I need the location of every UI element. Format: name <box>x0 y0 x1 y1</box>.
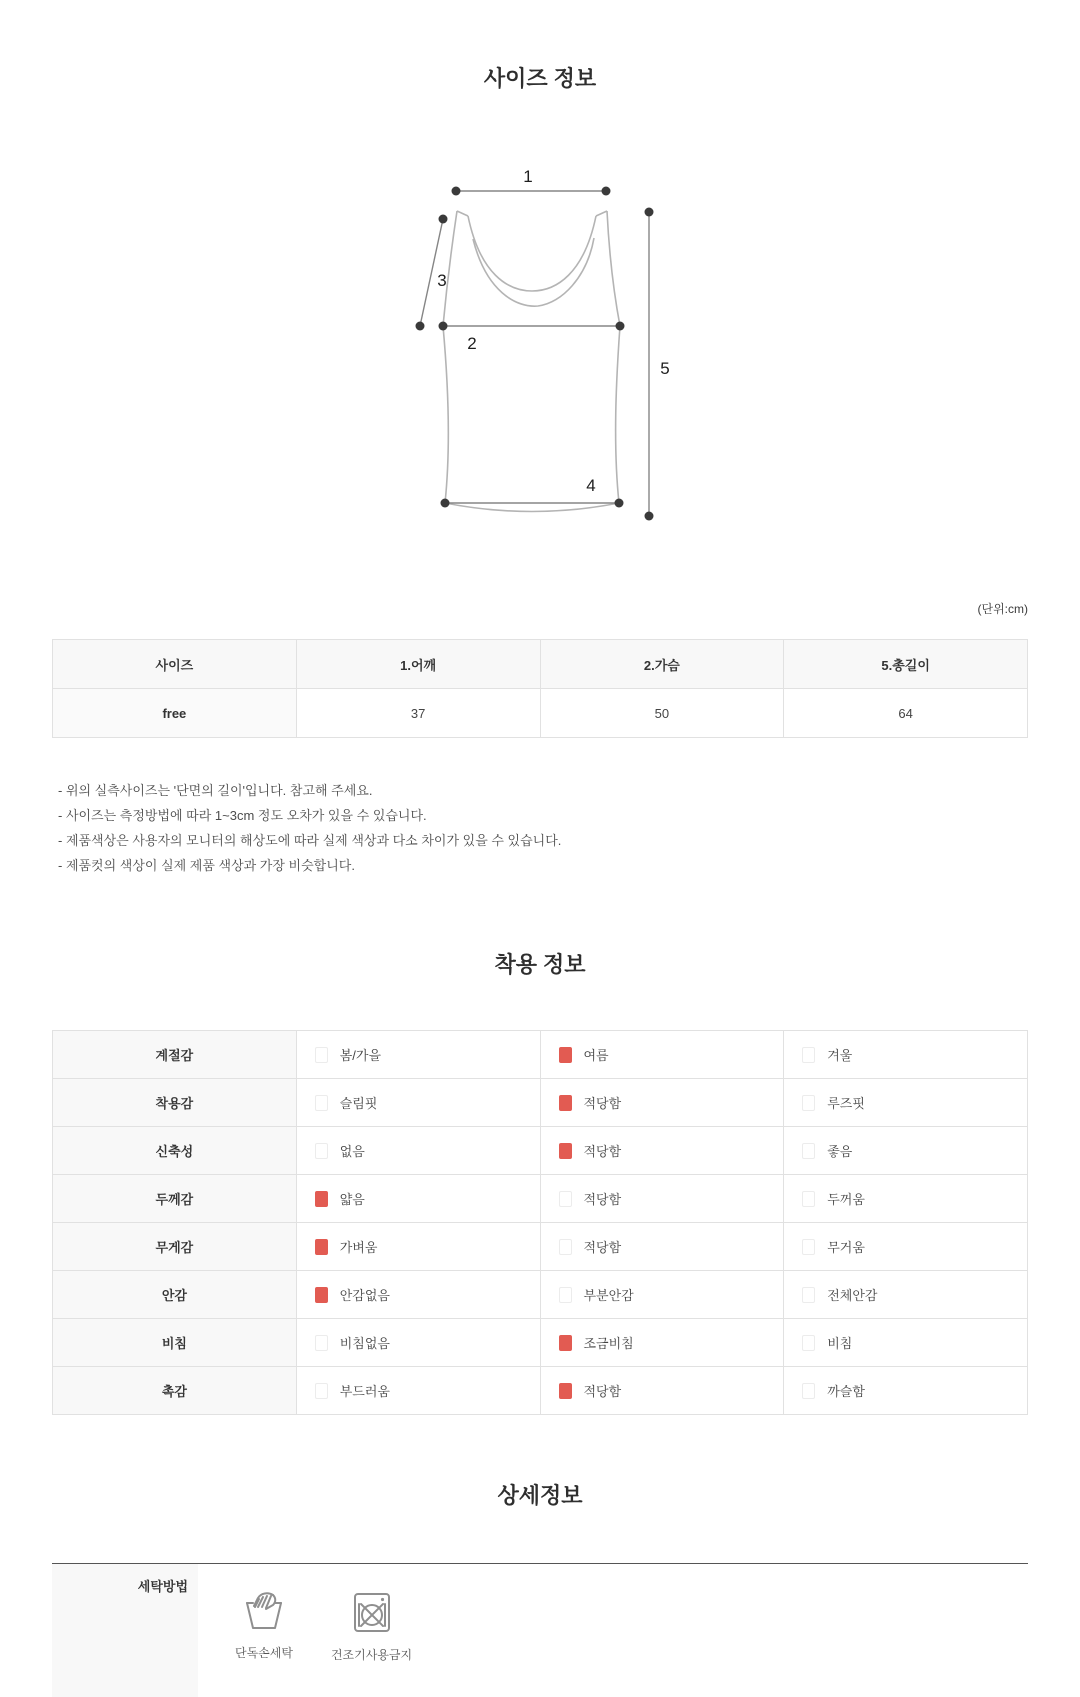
fit-table-row <box>53 1175 1028 1223</box>
fit-option <box>802 1333 1026 1352</box>
fit-section-title: 착용 정보 <box>494 952 586 977</box>
unchecked-checkbox-icon <box>802 1095 815 1111</box>
size-section-title: 사이즈 정보 <box>483 66 597 91</box>
size-diagram <box>52 146 1028 526</box>
fit-option <box>315 1333 539 1352</box>
fit-option-cell <box>296 1127 540 1175</box>
measure-label-shoulder: 1 <box>523 167 533 186</box>
tank-top-outline <box>443 211 620 512</box>
fit-option <box>802 1093 1026 1112</box>
fit-category-label: 무게감 <box>53 1223 297 1271</box>
fit-table-row <box>53 1271 1028 1319</box>
size-table-size-cell: free <box>53 689 297 738</box>
fit-option <box>559 1045 783 1064</box>
unchecked-checkbox-icon <box>802 1239 815 1255</box>
fit-category-label: 두께감 <box>53 1175 297 1223</box>
size-note: - 제품색상은 사용자의 모니터의 해상도에 따라 실제 색상과 다소 차이가 있을 수 있습니다. <box>58 833 562 848</box>
measure-label-length: 5 <box>660 359 670 378</box>
fit-option <box>559 1093 783 1112</box>
unchecked-checkbox-icon <box>315 1143 328 1159</box>
fit-option <box>802 1237 1026 1256</box>
fit-table-row <box>53 1079 1028 1127</box>
fit-option <box>315 1381 539 1400</box>
fit-option <box>802 1141 1026 1160</box>
no-dryer-icon <box>352 1590 392 1634</box>
fit-category-label: 신축성 <box>53 1127 297 1175</box>
fit-option-cell <box>540 1271 784 1319</box>
laundry-section <box>52 1563 1028 1697</box>
size-table-header-cell: 사이즈 <box>53 640 297 689</box>
fit-option-label: 좋음 <box>827 1144 853 1159</box>
wash-item <box>331 1590 412 1697</box>
size-table-value-cell: 37 <box>296 689 540 738</box>
fit-option-label: 적당함 <box>583 1240 622 1255</box>
checked-checkbox-icon <box>559 1095 572 1111</box>
checked-checkbox-icon <box>559 1047 572 1063</box>
fit-option-label: 적당함 <box>583 1144 622 1159</box>
checked-checkbox-icon <box>559 1383 572 1399</box>
checked-checkbox-icon <box>315 1191 328 1207</box>
size-table-header-cell: 5.총길이 <box>784 640 1028 689</box>
fit-option-cell <box>784 1079 1028 1127</box>
fit-category-label: 안감 <box>53 1271 297 1319</box>
measure-label-hem: 4 <box>586 476 596 495</box>
unit-label: (단위:cm) <box>977 602 1028 616</box>
fit-option-label: 비침 <box>827 1336 853 1351</box>
fit-category-label: 촉감 <box>53 1367 297 1415</box>
fit-option-cell <box>296 1031 540 1079</box>
fit-option-cell <box>296 1319 540 1367</box>
fit-option-cell <box>784 1319 1028 1367</box>
fit-option-cell <box>784 1127 1028 1175</box>
unchecked-checkbox-icon <box>802 1287 815 1303</box>
wash-method-label: 세탁방법 <box>52 1564 198 1697</box>
fit-option-label: 적당함 <box>583 1384 622 1399</box>
fit-table-row <box>53 1319 1028 1367</box>
fit-option <box>315 1093 539 1112</box>
unchecked-checkbox-icon <box>802 1335 815 1351</box>
size-table-header-cell: 2.가슴 <box>540 640 784 689</box>
fit-option-cell <box>296 1367 540 1415</box>
fit-option <box>802 1189 1026 1208</box>
fit-option-label: 두꺼움 <box>827 1192 865 1207</box>
fit-option-label: 조금비침 <box>583 1336 634 1351</box>
fit-table-row <box>53 1223 1028 1271</box>
fit-option-label: 봄/가을 <box>339 1048 382 1063</box>
wash-item <box>235 1590 293 1697</box>
checked-checkbox-icon <box>315 1287 328 1303</box>
unchecked-checkbox-icon <box>802 1143 815 1159</box>
fit-option <box>315 1045 539 1064</box>
fit-table <box>52 1030 1028 1415</box>
fit-option-label: 겨울 <box>827 1048 853 1063</box>
fit-option-label: 까슬함 <box>827 1384 865 1399</box>
fit-option <box>315 1189 539 1208</box>
fit-option-cell <box>296 1175 540 1223</box>
fit-option-label: 없음 <box>339 1144 365 1159</box>
fit-option-label: 가벼움 <box>339 1240 378 1255</box>
tank-top-measurement-diagram <box>380 146 700 526</box>
wash-item-label: 단독손세탁 <box>235 1646 293 1660</box>
unchecked-checkbox-icon <box>802 1191 815 1207</box>
fit-option-cell <box>540 1223 784 1271</box>
fit-option-label: 전체안감 <box>827 1288 878 1303</box>
fit-option-cell <box>784 1223 1028 1271</box>
fit-option-label: 무거움 <box>827 1240 865 1255</box>
fit-category-label: 착용감 <box>53 1079 297 1127</box>
fit-option-cell <box>296 1223 540 1271</box>
size-note: - 사이즈는 측정방법에 따라 1~3cm 정도 오차가 있을 수 있습니다. <box>58 808 427 823</box>
fit-option-cell <box>540 1079 784 1127</box>
wash-item-label: 건조기사용금지 <box>330 1648 413 1662</box>
fit-option-label: 적당함 <box>583 1096 622 1111</box>
fit-category-label: 계절감 <box>53 1031 297 1079</box>
size-note: - 제품컷의 색상이 실제 제품 색상과 가장 비슷합니다. <box>58 858 355 873</box>
fit-option-cell <box>540 1031 784 1079</box>
fit-option <box>802 1045 1026 1064</box>
fit-category-label: 비침 <box>53 1319 297 1367</box>
fit-table-row <box>53 1127 1028 1175</box>
fit-option-cell <box>784 1367 1028 1415</box>
fit-option <box>315 1285 539 1304</box>
fit-option <box>559 1381 783 1400</box>
fit-option <box>315 1237 539 1256</box>
size-table-value-cell: 64 <box>784 689 1028 738</box>
fit-option-label: 얇음 <box>339 1192 365 1207</box>
unchecked-checkbox-icon <box>315 1335 328 1351</box>
measure-label-strap: 3 <box>437 271 447 290</box>
fit-option-label: 루즈핏 <box>827 1096 865 1111</box>
fit-option-label: 슬림핏 <box>339 1096 378 1111</box>
detail-section-title: 상세정보 <box>497 1483 583 1508</box>
fit-option-cell <box>540 1319 784 1367</box>
size-table-header-cell: 1.어깨 <box>296 640 540 689</box>
fit-table-row <box>53 1031 1028 1079</box>
fit-option-cell <box>540 1127 784 1175</box>
fit-option-label: 적당함 <box>583 1192 622 1207</box>
fit-option <box>559 1141 783 1160</box>
fit-option-cell <box>784 1175 1028 1223</box>
unchecked-checkbox-icon <box>802 1383 815 1399</box>
unchecked-checkbox-icon <box>559 1239 572 1255</box>
fit-option-label: 부드러움 <box>339 1384 390 1399</box>
fit-option <box>559 1189 783 1208</box>
size-table-value-cell: 50 <box>540 689 784 738</box>
measurement-numbers <box>437 167 669 495</box>
fit-option-label: 안감없음 <box>339 1288 390 1303</box>
unchecked-checkbox-icon <box>315 1047 328 1063</box>
size-notes <box>52 778 1028 878</box>
size-note: - 위의 실측사이즈는 '단면의 길이'입니다. 참고해 주세요. <box>58 783 373 798</box>
checked-checkbox-icon <box>315 1239 328 1255</box>
fit-option <box>559 1237 783 1256</box>
fit-option-label: 부분안감 <box>583 1288 634 1303</box>
unchecked-checkbox-icon <box>559 1287 572 1303</box>
product-detail-page <box>52 0 1028 1697</box>
fit-option-cell <box>296 1271 540 1319</box>
fit-option-cell <box>296 1079 540 1127</box>
wash-items <box>198 1564 1028 1697</box>
unchecked-checkbox-icon <box>315 1383 328 1399</box>
fit-option <box>559 1333 783 1352</box>
fit-option-cell <box>784 1031 1028 1079</box>
checked-checkbox-icon <box>559 1143 572 1159</box>
fit-option-cell <box>784 1271 1028 1319</box>
fit-option <box>315 1141 539 1160</box>
fit-option-cell <box>540 1175 784 1223</box>
hand-wash-icon <box>242 1590 286 1632</box>
size-table <box>52 639 1028 738</box>
measure-label-chest: 2 <box>467 334 477 353</box>
checked-checkbox-icon <box>559 1335 572 1351</box>
fit-option-label: 여름 <box>583 1048 609 1063</box>
size-table-header-row <box>53 640 1028 689</box>
unchecked-checkbox-icon <box>802 1047 815 1063</box>
fit-table-row <box>53 1367 1028 1415</box>
size-table-row <box>53 689 1028 738</box>
fit-option <box>802 1381 1026 1400</box>
fit-option-label: 비침없음 <box>339 1336 390 1351</box>
unchecked-checkbox-icon <box>315 1095 328 1111</box>
fit-option-cell <box>540 1367 784 1415</box>
unchecked-checkbox-icon <box>559 1191 572 1207</box>
fit-option <box>559 1285 783 1304</box>
fit-option <box>802 1285 1026 1304</box>
